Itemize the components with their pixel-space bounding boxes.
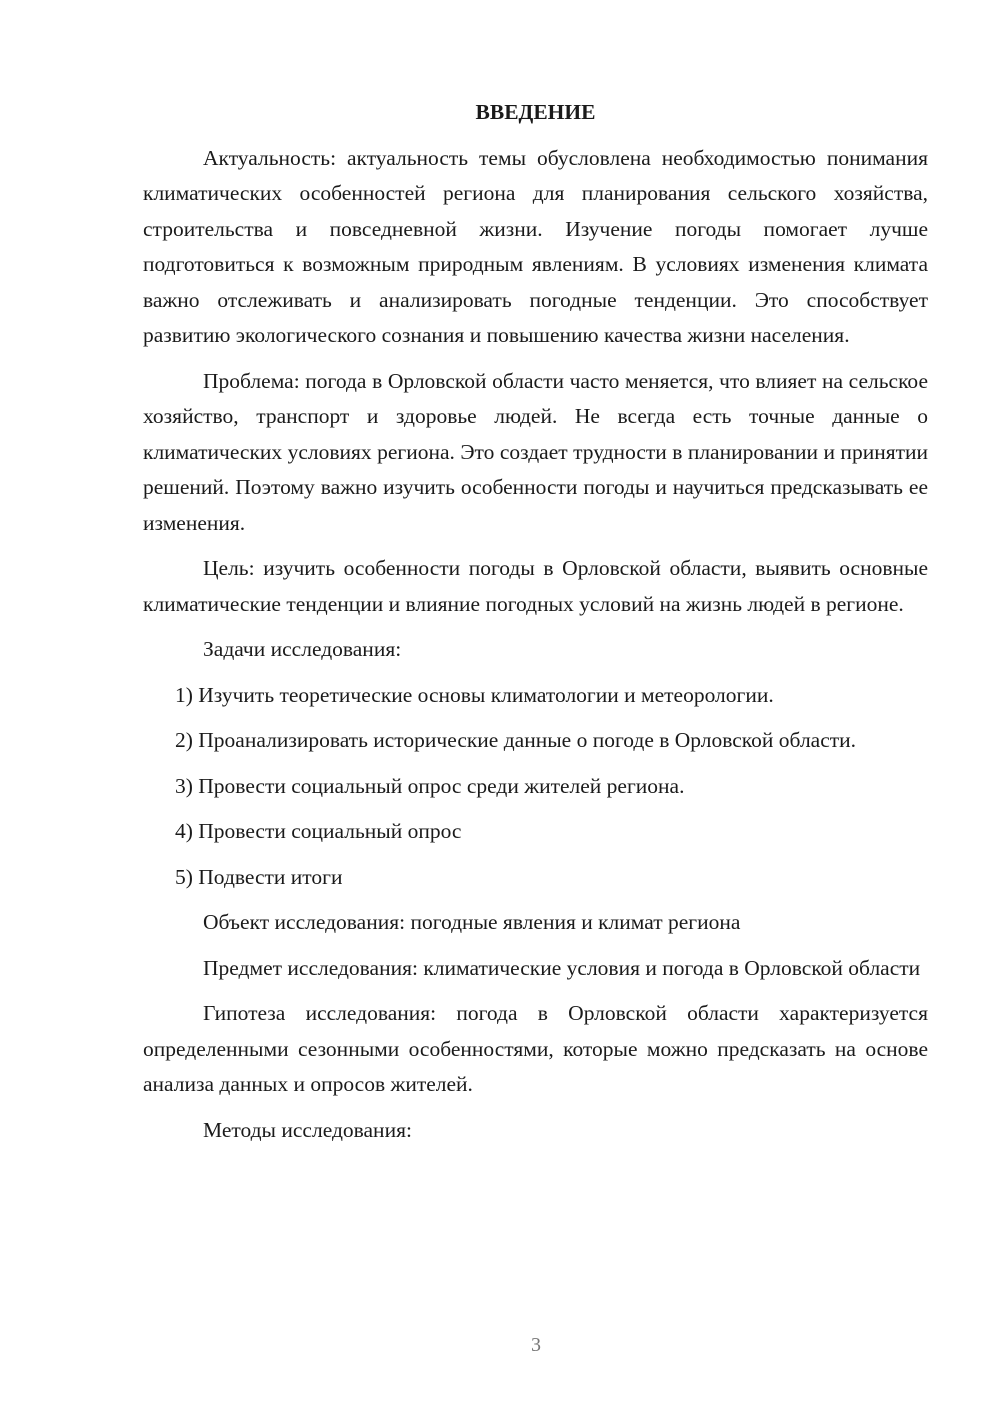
problem-paragraph: Проблема: погода в Орловской области часто меняется, что влияет на сельское хозяйство, транспорт и здоровье людей. Не всегда есть точные данные о климатических условиях региона. Это создает трудности в планировании и принятии решений. Поэтому важно изучить особенности погоды и научиться предсказывать ее изменения.	[143, 368, 928, 535]
relevance-paragraph: Актуальность: актуальность темы обусловлена необходимостью понимания климатических особенностей региона для планирования сельского хозяйства, строительства и повседневной жизни. Изучение погоды помогает лучше подготовиться к возможным природным явлениям. В условиях изменения климата важно отслеживать и анализировать погодные тенденции. Это способствует развитию экологического сознания и повышению качества жизни населения.	[143, 145, 928, 347]
page-number: 3	[531, 1334, 541, 1356]
section-heading: ВВЕДЕНИЕ	[475, 100, 596, 124]
object-paragraph: Объект исследования: погодные явления и климат региона	[203, 910, 741, 934]
task-item-3: 3) Провести социальный опрос среди жителей региона.	[175, 773, 685, 798]
tasks-heading: Задачи исследования:	[203, 637, 402, 661]
task-item-4: 4) Провести социальный опрос	[175, 819, 462, 843]
task-item-5: 5) Подвести итоги	[175, 864, 343, 889]
subject-paragraph: Предмет исследования: климатические условия и погода в Орловской области	[203, 955, 921, 980]
hypothesis-paragraph: Гипотеза исследования: погода в Орловской области характеризуется определенными сезонными особенностями, которые можно предсказать на основе анализа данных и опросов жителей.	[143, 1001, 928, 1096]
methods-paragraph: Методы исследования:	[203, 1117, 412, 1142]
task-item-2: 2) Проанализировать исторические данные о погоде в Орловской области.	[175, 728, 857, 752]
task-item-1: 1) Изучить теоретические основы климатологии и метеорологии.	[175, 682, 774, 707]
goal-paragraph: Цель: изучить особенности погоды в Орловской области, выявить основные климатические тенденции и влияние погодных условий на жизнь людей в регионе.	[143, 556, 928, 616]
page-content	[143, 95, 928, 1158]
